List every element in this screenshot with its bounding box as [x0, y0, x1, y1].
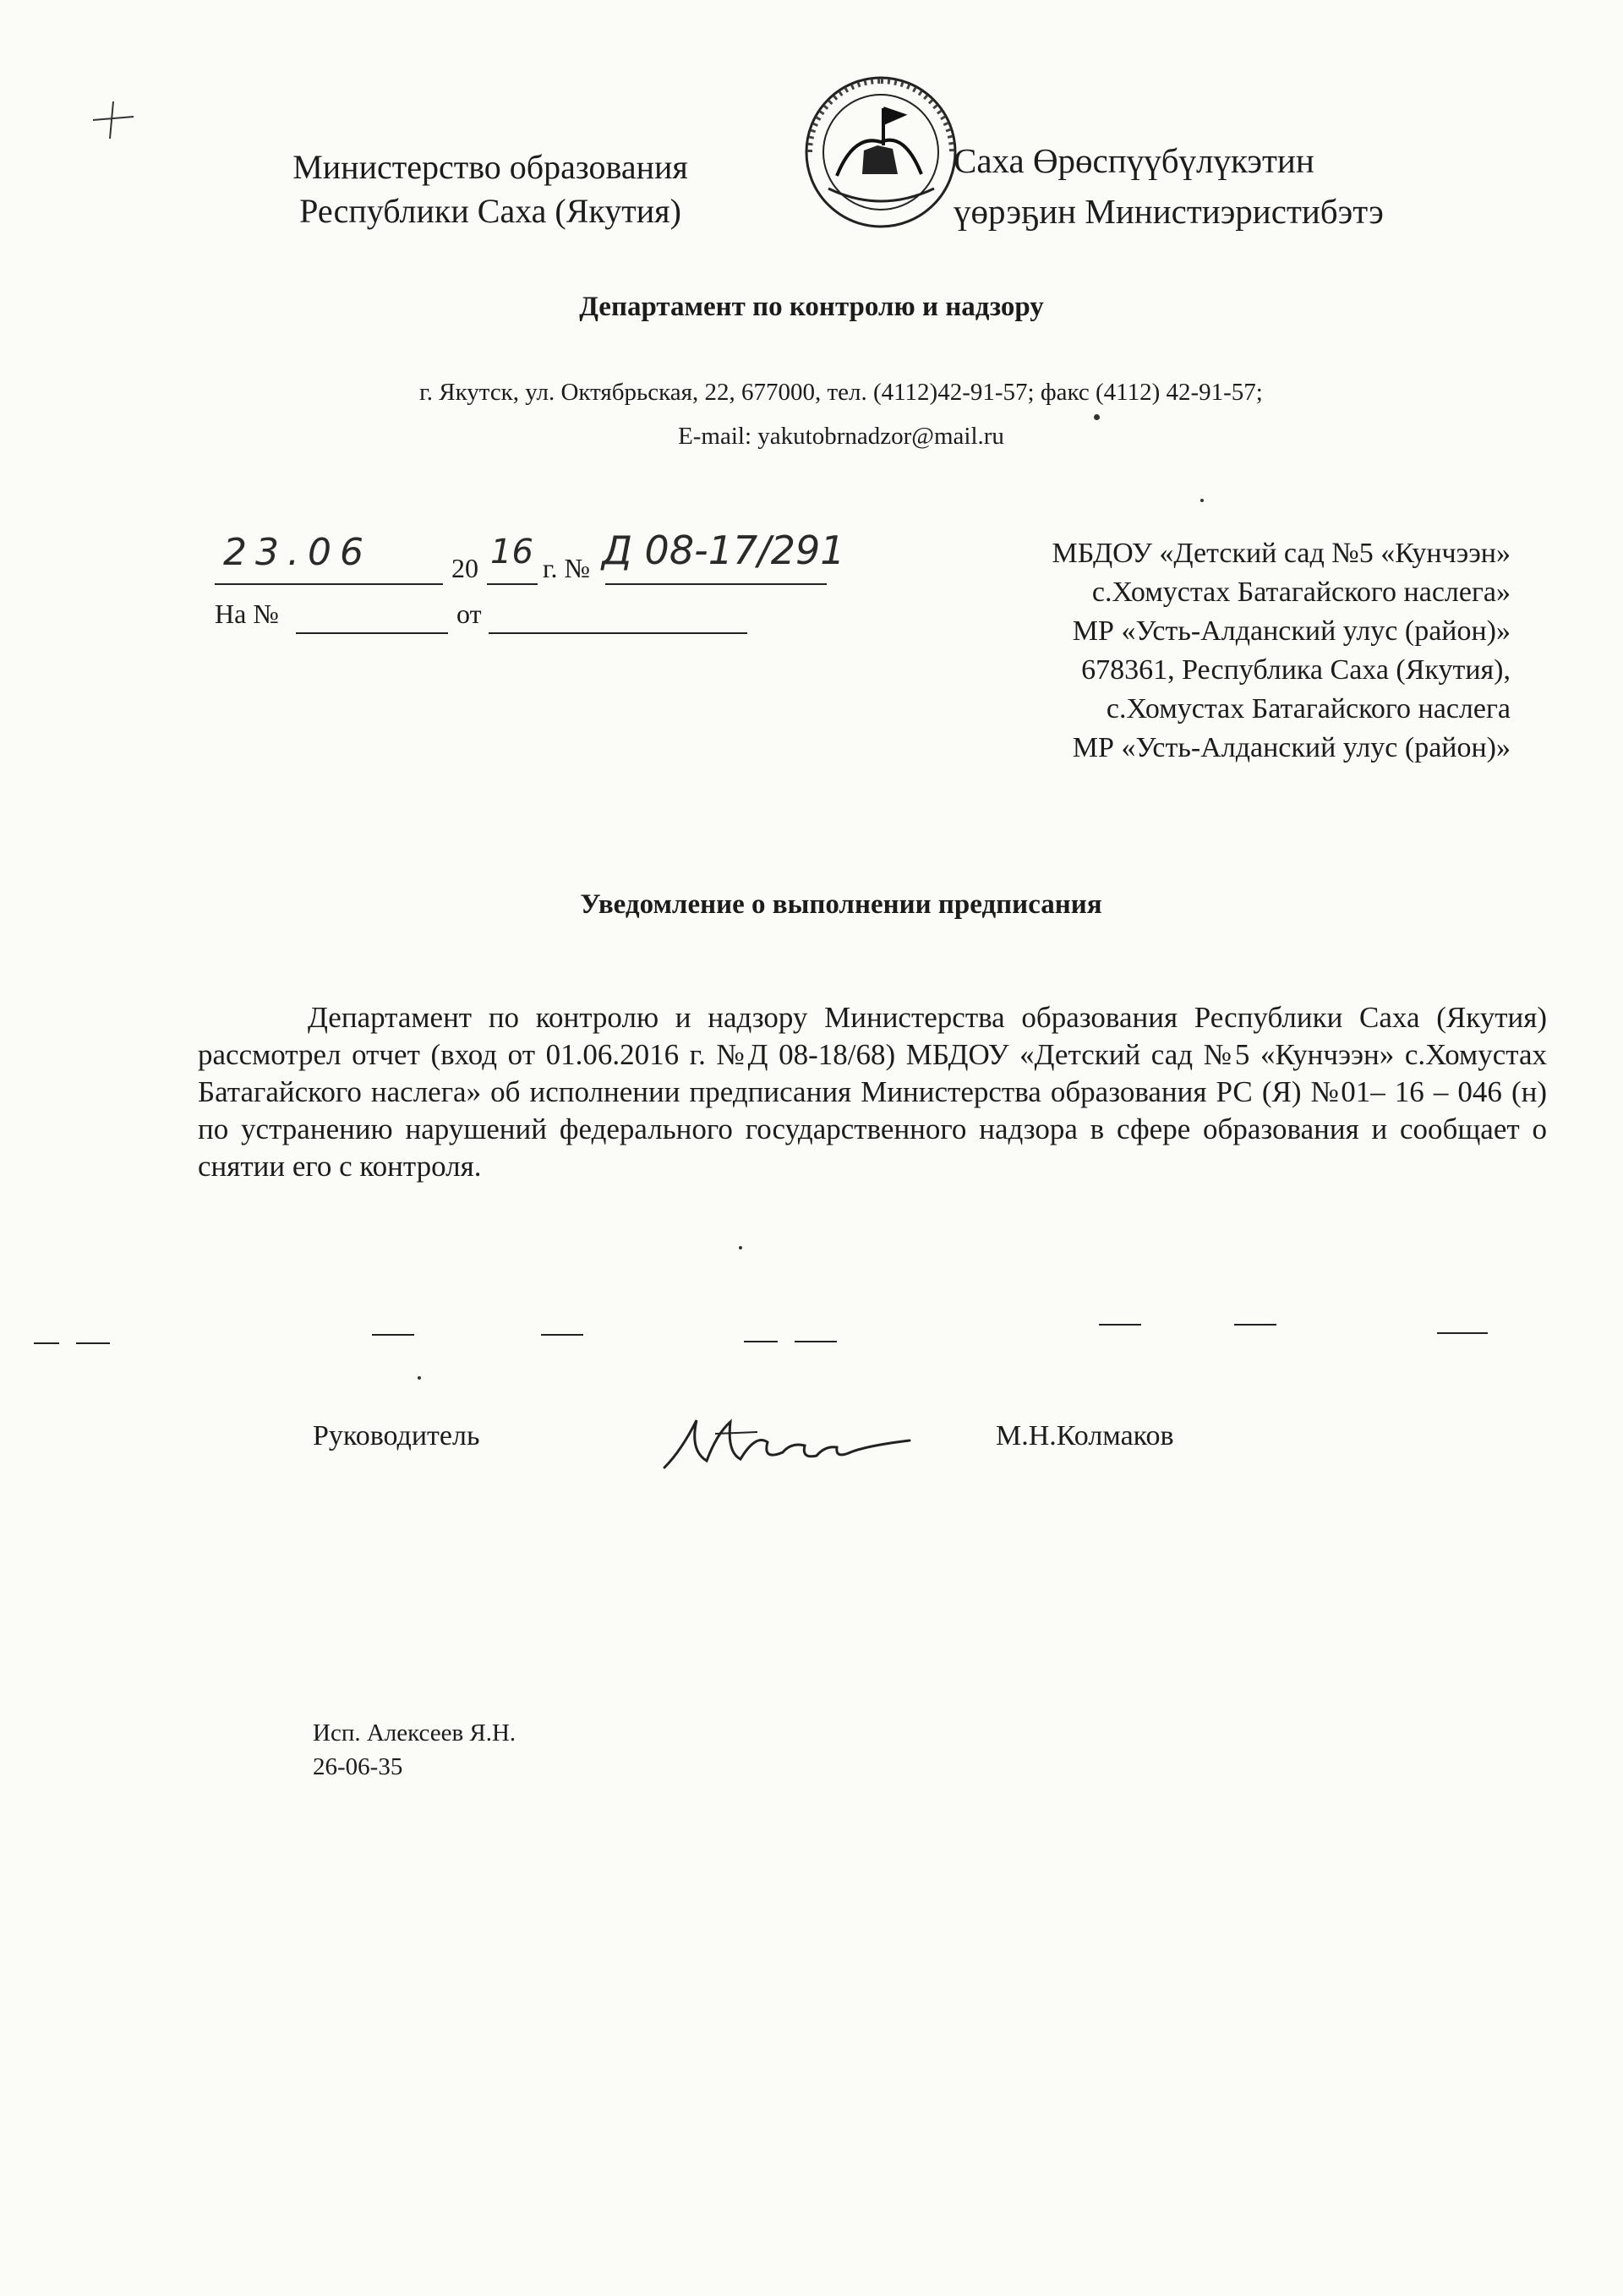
- scan-artifact: [744, 1341, 778, 1342]
- year-suffix: г. №: [543, 553, 591, 583]
- date-underline: [215, 583, 443, 585]
- coat-of-arms-emblem: [803, 74, 959, 231]
- recipient-line: с.Хомустах Батагайского наслега»: [1091, 577, 1511, 608]
- scan-artifact: [1437, 1332, 1488, 1334]
- scan-artifact: [795, 1341, 837, 1342]
- email-line: E-mail: yakutobrnadzor@mail.ru: [678, 423, 1004, 450]
- address-block: [0, 370, 1623, 458]
- document-title: Уведомление о выполнении предписания: [580, 889, 1102, 920]
- department-title: Департамент по контролю и надзору: [579, 292, 1044, 322]
- executor-info: [313, 1716, 516, 1784]
- reply-number-field: [296, 632, 448, 634]
- scan-artifact: [1234, 1324, 1276, 1326]
- outgoing-number-handwritten: Д 08-17/291: [602, 528, 845, 573]
- ministry-name-sakha: Саха Өрөспүүбүлүкэтин үөрэҕин Министиэристибэтэ: [954, 141, 1384, 231]
- reply-to-label: На №: [215, 599, 279, 629]
- year-prefix: 20: [451, 553, 478, 583]
- address-line: г. Якутск, ул. Октябрьская, 22, 677000, тел. (4112)42-91-57; факс (4112) 42-91-57;: [419, 379, 1263, 406]
- scan-artifact: [372, 1334, 414, 1336]
- notification-body: Департамент по контролю и надзору Министерства образования Республики Саха (Якутия) рассмотрел отчет (вход от 01.06.2016 г. №Д 08-18/68) МБДОУ «Детский сад №5 «Кунчээн» с.Хомустах Батагайского наслега» об исполнении предписания Министерства образования РС (Я) №01– 16 – 046 (н) по устранению нарушений федерального государственного надзора в сфере образования и сообщает о снятии его с контроля.: [198, 1001, 1547, 1183]
- scan-speck: [1200, 499, 1204, 502]
- recipient-line: 678361, Республика Саха (Якутия),: [1081, 654, 1511, 686]
- recipient-address: [1052, 534, 1511, 768]
- scan-speck: [739, 1246, 742, 1249]
- scan-artifact: [541, 1334, 583, 1336]
- scan-artifact: [1099, 1324, 1141, 1326]
- signatory-name: М.Н.Колмаков: [996, 1420, 1174, 1451]
- recipient-line: с.Хомустах Батагайского наслега: [1106, 693, 1511, 724]
- year-handwritten: 16: [490, 533, 533, 571]
- handwritten-signature: [656, 1408, 926, 1476]
- date-handwritten: 23.06: [223, 531, 372, 574]
- pen-mark: [85, 95, 144, 145]
- scan-artifact: [76, 1342, 110, 1344]
- ministry-name-ru: Министерство образования Республики Саха (Якутия): [292, 148, 688, 230]
- executor-name: Исп. Алексеев Я.Н.: [313, 1719, 516, 1747]
- scan-artifact: [34, 1342, 59, 1344]
- reply-date-field: [489, 632, 747, 634]
- recipient-line: МР «Усть-Алданский улус (район)»: [1072, 732, 1511, 763]
- recipient-line: МБДОУ «Детский сад №5 «Кунчээн»: [1052, 538, 1511, 569]
- recipient-line: МР «Усть-Алданский улус (район)»: [1072, 615, 1511, 647]
- signatory-position: Руководитель: [313, 1420, 480, 1451]
- executor-phone: 26-06-35: [313, 1753, 403, 1780]
- year-underline: [487, 583, 538, 585]
- scan-speck: [1094, 414, 1100, 420]
- scan-speck: [418, 1376, 421, 1380]
- reply-date-label: от: [456, 599, 482, 629]
- number-underline: [605, 583, 827, 585]
